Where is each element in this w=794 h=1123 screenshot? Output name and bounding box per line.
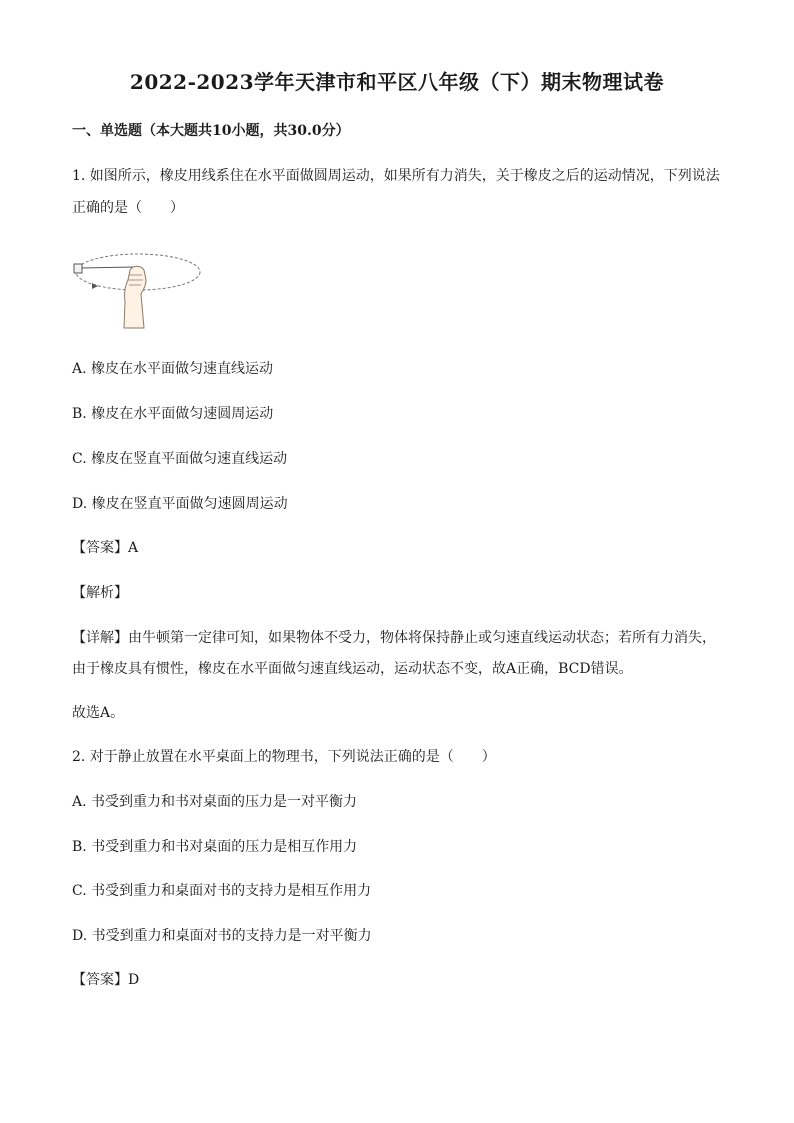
page-title: 2022-2023学年天津市和平区八年级（下）期末物理试卷 (129, 70, 665, 94)
q2-option-d: D. 书受到重力和桌面对书的支持力是一对平衡力 (72, 928, 372, 944)
q2-answer (72, 970, 732, 990)
answer-value: D (128, 972, 140, 988)
q1-conclusion: 故选A。 (72, 705, 125, 721)
q1-detail-line2: 由于橡皮具有惯性，橡皮在水平面做匀速直线运动，运动状态不变，故A正确，BCD错误。 (72, 661, 633, 677)
q1-option-b: B. 橡皮在水平面做匀速圆周运动 (72, 406, 274, 422)
q2-option-a: A. 书受到重力和书对桌面的压力是一对平衡力 (72, 794, 358, 810)
q1-stem-line2: 正确的是（ ） (72, 200, 184, 216)
q1-option-d: D. 橡皮在竖直平面做匀速圆周运动 (72, 496, 288, 512)
answer-tag: 【答案】 (72, 972, 128, 988)
q1-option-c: C. 橡皮在竖直平面做匀速直线运动 (72, 451, 288, 467)
q1-option-a: A. 橡皮在水平面做匀速直线运动 (72, 361, 274, 377)
answer-tag: 【答案】 (72, 540, 128, 556)
answer-value: A (128, 540, 139, 556)
q2-stem: 2. 对于静止放置在水平桌面上的物理书，下列说法正确的是（ ） (72, 749, 496, 765)
q1-analysis-tag: 【解析】 (72, 585, 128, 601)
hand-swinging-eraser-figure (70, 242, 205, 332)
detail-tag: 【详解】 (72, 630, 128, 646)
q1-answer (72, 538, 732, 558)
q2-option-c: C. 书受到重力和桌面对书的支持力是相互作用力 (72, 883, 372, 899)
detail-text: 由牛顿第一定律可知，如果物体不受力，物体将保持静止或匀速直线运动状态；若所有力消失， (128, 630, 716, 646)
q1-detail-line1 (72, 628, 732, 648)
section-heading: 一、单选题（本大题共10小题，共30.0分） (72, 123, 350, 139)
q1-stem-line1: 1. 如图所示，橡皮用线系住在水平面做圆周运动，如果所有力消失，关于橡皮之后的运动情况，下列说法 (72, 168, 720, 184)
q2-option-b: B. 书受到重力和书对桌面的压力是相互作用力 (72, 839, 358, 855)
